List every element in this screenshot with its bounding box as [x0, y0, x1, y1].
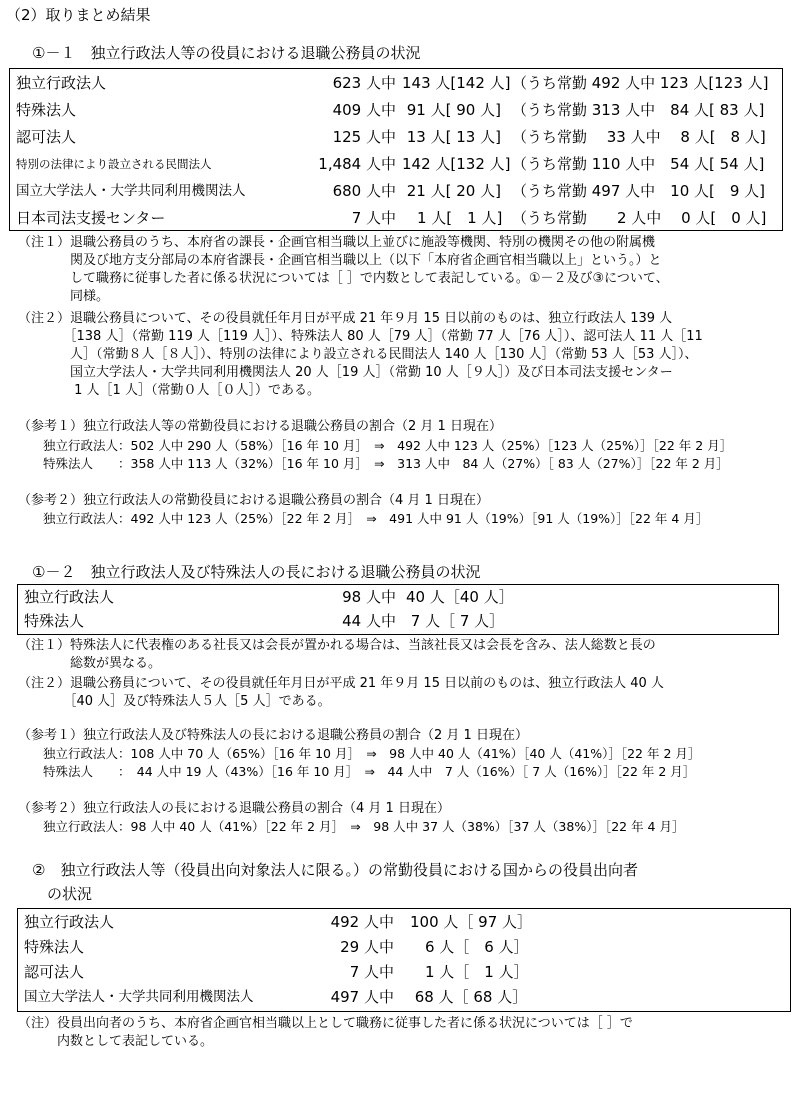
section2-title: ①－２ 独立行政法人及び特殊法人の長における退職公務員の状況 [32, 563, 481, 581]
row-count: 91 人[ 90 人] [402, 101, 501, 119]
row-name: 独立行政法人 [24, 588, 115, 606]
row-total: 497 人中 [330, 988, 394, 1006]
table-row [18, 609, 778, 635]
section2-table [17, 584, 779, 635]
row-name: 特殊法人 [16, 101, 77, 119]
row-name: 日本司法支援センター [16, 209, 166, 227]
note-line: 内数として表記している。 [18, 1034, 214, 1049]
row-total: 44 人中 [342, 612, 396, 630]
note-line: ［138 人］（常勤 119 人［119 人］）、特殊法人 80 人［79 人］（常勤 77 人［76 人］）、認可法人 11 人［11 [18, 329, 703, 344]
table-row [10, 206, 782, 232]
note-line: 人］（常勤８人［８人］）、特別の法律により設立される民間法人 140 人［130 人］（常勤 53 人［53 人］）、 [18, 347, 698, 362]
row-name: 独立行政法人 [16, 74, 107, 92]
note-line: （注２）退職公務員について、その役員就任年月日が平成 21 年９月 15 日以前のものは、独立行政法人 139 人 [18, 311, 673, 326]
row-regular: （うち常勤 33 人中 8 人[ 8 人] [512, 128, 766, 146]
table-row [18, 985, 790, 1011]
table-row [10, 152, 782, 178]
row-total: 7 人中 [349, 963, 394, 981]
row-name: 特殊法人 [24, 938, 85, 956]
note-line: 関及び地方支分部局の本府省課長・企画官相当職以上（以下「本府省企画官相当職以上」という。）と [18, 253, 662, 268]
table-row [18, 935, 790, 961]
row-name: 国立大学法人・大学共同利用機関法人 [24, 989, 254, 1005]
ref-line: 特殊法人 ： 44 人中 19 人（43%）［16 年 10 月］ ⇒ 44 人中 7 人（16%）［ 7 人（16%）］［22 年 2 月］ [18, 764, 696, 779]
row-count: 6 人［ 6 人］ [410, 938, 529, 956]
row-total: 125 人中 [332, 128, 396, 146]
note-line: ［40 人］及び特殊法人５人［5 人］である。 [18, 694, 331, 709]
row-count: 68 人［ 68 人］ [410, 988, 528, 1006]
section1-table [9, 68, 783, 231]
row-count: 40 人［40 人］ [406, 588, 514, 606]
note-line: （注２）退職公務員について、その役員就任年月日が平成 21 年９月 15 日以前のものは、独立行政法人 40 人 [18, 676, 664, 691]
table-row [18, 910, 790, 936]
ref-line: 独立行政法人：98 人中 40 人（41%）［22 年 2 月］ ⇒ 98 人中 37 人（38%）［37 人（38%）］［22 年 4 月］ [18, 819, 685, 834]
table-row [10, 179, 782, 205]
note-line: 総数が異なる。 [18, 656, 162, 671]
row-total: 623 人中 [332, 74, 396, 92]
row-total: 680 人中 [332, 182, 396, 200]
note-line: （注１）退職公務員のうち、本府省の課長・企画官相当職以上並びに施設等機関、特別の機関その他の附属機 [18, 235, 656, 250]
note-line: 同様。 [18, 289, 110, 304]
note-line: 1 人［1 人］（常勤０人［０人］）である。 [18, 383, 320, 398]
section3-title: ② 独立行政法人等（役員出向対象法人に限る。）の常勤役員における国からの役員出向者 [32, 861, 638, 879]
row-count: 142 人[132 人] [402, 155, 511, 173]
row-total: 409 人中 [332, 101, 396, 119]
ref-line: 独立行政法人：502 人中 290 人（58%）［16 年 10 月］ ⇒ 492 人中 123 人（25%）［123 人（25%）］［22 年 2 月］ [18, 438, 733, 453]
section3-title-cont: の状況 [32, 885, 93, 903]
row-name: 認可法人 [24, 963, 85, 981]
table-row [18, 960, 790, 986]
row-total: 1,484 人中 [318, 155, 396, 173]
page-heading: （2）取りまとめ結果 [6, 6, 151, 24]
row-count: 143 人[142 人] [402, 74, 511, 92]
ref-title: （参考１）独立行政法人等の常勤役員における退職公務員の割合（2 月 1 日現在） [18, 419, 502, 434]
row-count: 7 人［ 7 人］ [406, 612, 505, 630]
row-name: 独立行政法人 [24, 913, 115, 931]
ref-line: 特殊法人 ：358 人中 113 人（32%）［16 年 10 月］ ⇒ 313 人中 84 人（27%）［ 83 人（27%）］［22 年 2 月］ [18, 456, 729, 471]
table-row [18, 585, 778, 611]
note-line: 国立大学法人・大学共同利用機関法人 20 人［19 人］（常勤 10 人［９人］）及び日本司法支援センター [18, 365, 673, 380]
row-count: 21 人[ 20 人] [402, 182, 501, 200]
row-count: 1 人［ 1 人］ [410, 963, 529, 981]
row-name: 認可法人 [16, 128, 77, 146]
row-count: 100 人［ 97 人］ [410, 913, 533, 931]
row-total: 98 人中 [342, 588, 396, 606]
section3-table [17, 908, 791, 1012]
ref-title: （参考２）独立行政法人の常勤役員における退職公務員の割合（4 月 1 日現在） [18, 493, 489, 508]
row-name: 国立大学法人・大学共同利用機関法人 [16, 183, 246, 199]
ref-title: （参考１）独立行政法人及び特殊法人の長における退職公務員の割合（2 月 1 日現在） [18, 728, 528, 743]
row-name: 特殊法人 [24, 612, 85, 630]
note-line: （注）役員出向者のうち、本府省企画官相当職以上として職務に従事した者に係る状況については［ ］で [18, 1016, 633, 1031]
ref-line: 独立行政法人：108 人中 70 人（65%）［16 年 10 月］ ⇒ 98 人中 40 人（41%）［40 人（41%）］［22 年 2 月］ [18, 746, 701, 761]
ref-title: （参考２）独立行政法人の長における退職公務員の割合（4 月 1 日現在） [18, 801, 450, 816]
note-line: して職務に従事した者に係る状況については［ ］で内数として表記している。①－２及び③について、 [18, 271, 669, 286]
row-regular: （うち常勤 110 人中 54 人[ 54 人] [512, 155, 765, 173]
row-name: 特別の法律により設立される民間法人 [16, 157, 212, 171]
table-row [10, 71, 782, 97]
row-regular: （うち常勤 492 人中 123 人[123 人] [512, 74, 769, 92]
row-total: 7 人中 [351, 209, 396, 227]
section1-title: ①－１ 独立行政法人等の役員における退職公務員の状況 [32, 44, 421, 62]
row-regular: （うち常勤 313 人中 84 人[ 83 人] [512, 101, 765, 119]
row-count: 1 人[ 1 人] [402, 209, 503, 227]
row-total: 29 人中 [340, 938, 394, 956]
note-line: （注１）特殊法人に代表権のある社長又は会長が置かれる場合は、当該社長又は会長を含み、法人総数と長の [18, 638, 656, 653]
table-row [10, 125, 782, 151]
row-regular: （うち常勤 497 人中 10 人[ 9 人] [512, 182, 766, 200]
row-total: 492 人中 [330, 913, 394, 931]
table-row [10, 98, 782, 124]
row-regular: （うち常勤 2 人中 0 人[ 0 人] [512, 209, 767, 227]
row-count: 13 人[ 13 人] [402, 128, 501, 146]
ref-line: 独立行政法人：492 人中 123 人（25%）［22 年 2 月］ ⇒ 491 人中 91 人（19%）［91 人（19%）］［22 年 4 月］ [18, 511, 709, 526]
